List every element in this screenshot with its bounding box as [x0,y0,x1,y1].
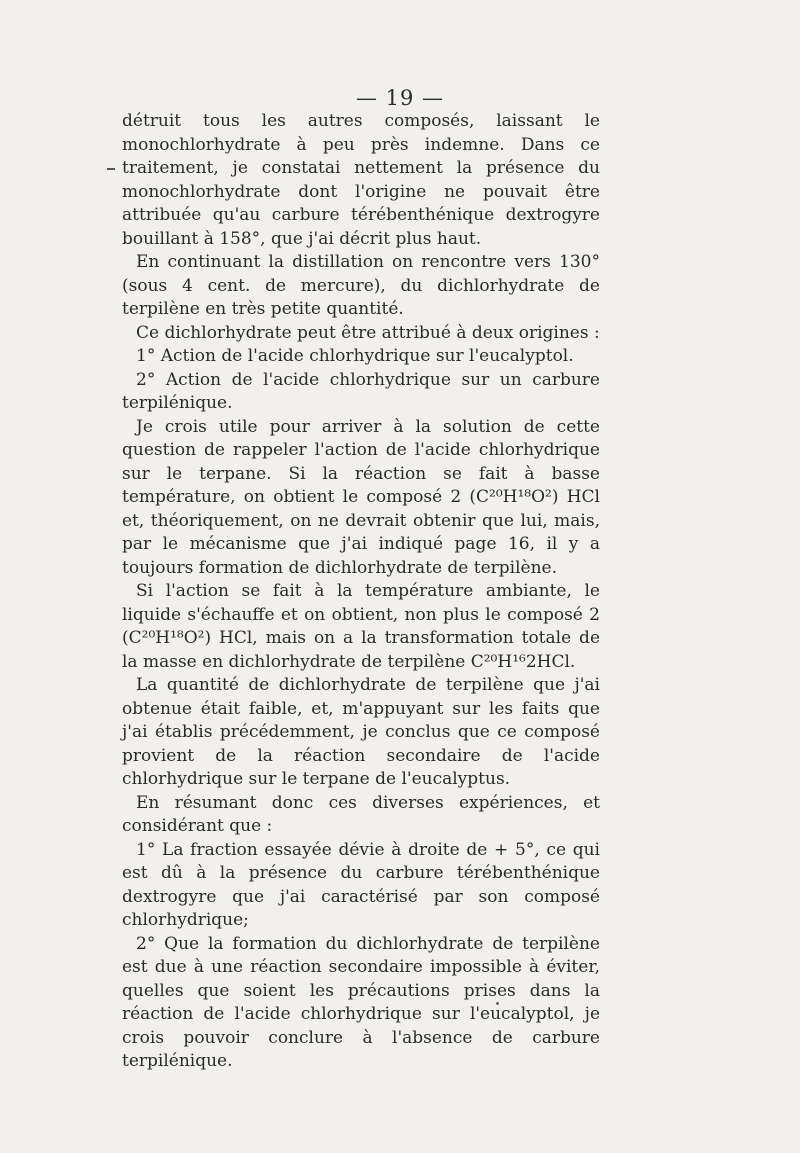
list-item: 2° Action de l'acide chlorhydrique sur un carbure terpilénique. [122,369,600,413]
paragraph: détruit tous les autres composés, laissant le monochlorhydrate à peu près indemne. Dans ce traitement, je constatai nettement la présence du monochlorhydrate dont l'origine ne pouvait être attribuée qu'au carbure térébenthénique dextrogyre bouillant à 158°, que j'ai décrit plus haut. [122,111,600,249]
body-text [122,110,600,1074]
list-item: 1° La fraction essayée dévie à droite de + 5°, ce qui est dû à la présence du carbure térébenthénique dextrogyre que j'ai caractérisé par son composé chlorhydrique; [122,839,600,930]
paragraph: Je crois utile pour arriver à la solution de cette question de rappeler l'action de l'acide chlorhydrique sur le terpane. Si la réaction se fait à basse température, on obtient le composé 2 (C²⁰H¹⁸O²) HCl et, théoriquement, on ne devrait obtenir que lui, mais, par le mécanisme que j'ai indiqué page 16, il y a toujours formation de dichlorhydrate de terpilène. [122,416,600,578]
paragraph: Ce dichlorhydrate peut être attribué à deux origines : [136,322,600,343]
paragraph: En continuant la distillation on rencontre vers 130° (sous 4 cent. de mercure), du dichlorhydrate de terpilène en très petite quantité. [122,252,600,319]
paragraph: La quantité de dichlorhydrate de terpilène que j'ai obtenue était faible, et, m'appuyant sur les faits que j'ai établis précédemment, je conclus que ce composé provient de la réaction secondaire de l'acide chlorhydrique sur le terpane de l'eucalyptus. [122,675,600,789]
paragraph: En résumant donc ces diverses expériences, et considérant que : [122,792,600,836]
list-item: 2° Que la formation du dichlorhydrate de terpilène est due à une réaction secondaire impossible à éviter, quelles que soient les précautions prises dans la réaction de l'acide chlorhydrique sur l'eucalyptol, je crois pouvoir conclure à l'absence de carbure terpilénique. [122,933,600,1071]
paragraph: Si l'action se fait à la température ambiante, le liquide s'échauffe et on obtient, non plus le composé 2 (C²⁰H¹⁸O²) HCl, mais on a la transformation totale de la masse en dichlorhydrate de terpilène C²⁰H¹⁶2HCl. [122,581,600,672]
page-number: — 19 — [355,86,445,110]
margin-dash-mark [107,168,115,170]
list-item: 1° Action de l'acide chlorhydrique sur l'eucalyptol. [136,346,574,366]
